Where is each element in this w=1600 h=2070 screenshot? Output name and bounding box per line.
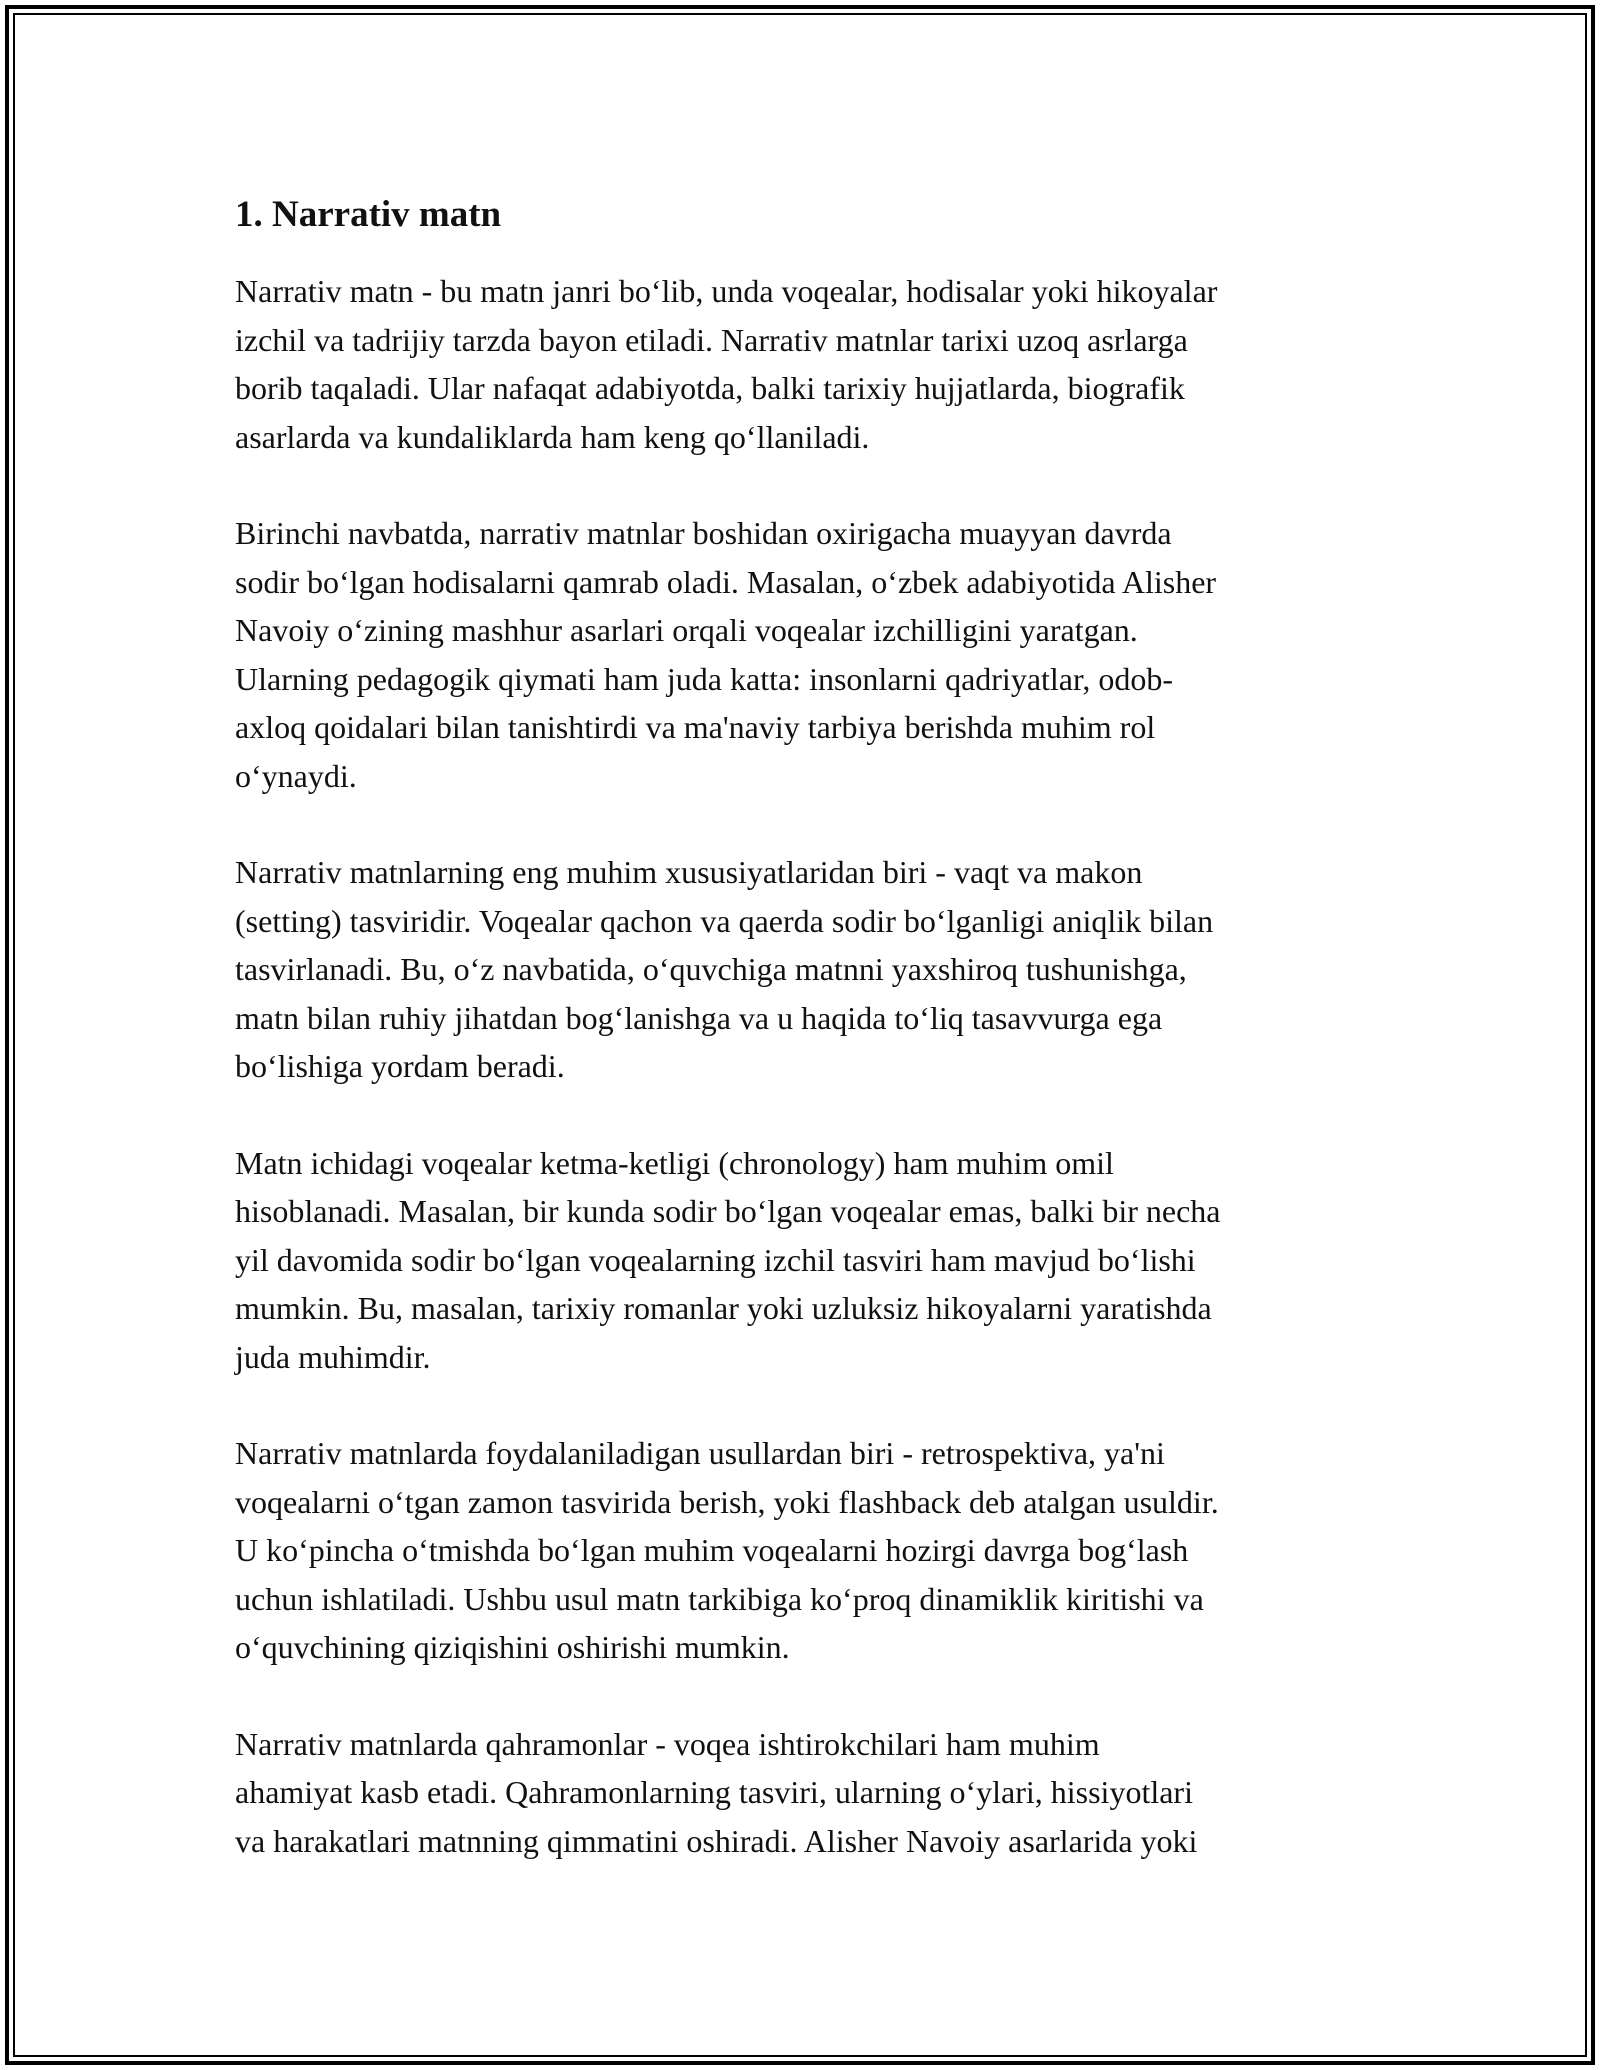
text-line: Matn ichidagi voqealar ketma-ketligi (chronology) ham muhim omil <box>235 1144 1114 1181</box>
text-line: borib taqaladi. Ular nafaqat adabiyotda, balki tarixiy hujjatlarda, biografik <box>235 370 1185 406</box>
text-line: izchil va tadrijiy tarzda bayon etiladi. Narrativ matnlar tarixi uzoq asrlarga <box>235 321 1188 358</box>
paragraph-3 <box>235 848 1395 1091</box>
text-line: yil davomida sodir bo‘lgan voqealarning izchil tasviri ham mavjud bo‘lishi <box>235 1241 1196 1278</box>
text-line: juda muhimdir. <box>235 1338 431 1375</box>
text-line: voqealarni o‘tgan zamon tasvirida berish, yoki flashback deb atalgan usuldir. <box>235 1483 1219 1520</box>
text-line: sodir bo‘lgan hodisalarni qamrab oladi. Masalan, o‘zbek adabiyotida Alisher <box>235 563 1217 600</box>
text-line: Navoiy o‘zining mashhur asarlari orqali voqealar izchilligini yaratgan. <box>235 612 1138 648</box>
text-line: (setting) tasviridir. Voqealar qachon va qaerda sodir bo‘lganligi aniqlik bilan <box>235 902 1214 939</box>
document-body <box>235 185 1395 1913</box>
text-line: tasvirlanadi. Bu, o‘z navbatida, o‘quvchiga matnni yaxshiroq tushunishga, <box>235 951 1187 987</box>
text-line: va harakatlari matnning qimmatini oshiradi. Alisher Navoiy asarlarida yoki <box>235 1822 1198 1859</box>
text-line: Birinchi navbatda, narrativ matnlar boshidan oxirigacha muayyan davrda <box>235 515 1172 551</box>
paragraph-1 <box>235 267 1395 461</box>
text-line: matn bilan ruhiy jihatdan bog‘lanishga va u haqida to‘liq tasavvurga ega <box>235 999 1163 1036</box>
text-line: bo‘lishiga yordam beradi. <box>235 1048 565 1084</box>
text-line: mumkin. Bu, masalan, tarixiy romanlar yoki uzluksiz hikoyalarni yaratishda <box>235 1290 1212 1326</box>
text-line: Narrativ matnlarda qahramonlar - voqea ishtirokchilari ham muhim <box>235 1725 1100 1762</box>
text-line: o‘ynaydi. <box>235 757 357 794</box>
text-line: U ko‘pincha o‘tmishda bo‘lgan muhim voqealarni hozirgi davrga bog‘lash <box>235 1532 1189 1568</box>
paragraph-4 <box>235 1139 1395 1382</box>
paragraph-2 <box>235 509 1395 800</box>
text-line: hisoblanadi. Masalan, bir kunda sodir bo‘lgan voqealar emas, balki bir necha <box>235 1193 1221 1229</box>
text-line: ahamiyat kasb etadi. Qahramonlarning tasviri, ularning o‘ylari, hissiyotlari <box>235 1774 1193 1810</box>
text-line: Narrativ matnlarning eng muhim xususiyatlaridan biri - vaqt va makon <box>235 854 1143 890</box>
paragraph-5 <box>235 1429 1395 1672</box>
text-line: Narrativ matn - bu matn janri bo‘lib, unda voqealar, hodisalar yoki hikoyalar <box>235 273 1218 309</box>
text-line: Ularning pedagogik qiymati ham juda katta: insonlarni qadriyatlar, odob- <box>235 660 1174 697</box>
section-heading: 1. Narrativ matn <box>235 194 502 235</box>
text-line: axloq qoidalari bilan tanishtirdi va ma'naviy tarbiya berishda muhim rol <box>235 709 1156 745</box>
text-line: o‘quvchining qiziqishini oshirishi mumkin. <box>235 1629 790 1665</box>
text-line: asarlarda va kundaliklarda ham keng qo‘llaniladi. <box>235 418 870 455</box>
text-line: Narrativ matnlarda foydalaniladigan usullardan biri - retrospektiva, ya'ni <box>235 1435 1165 1471</box>
text-line: uchun ishlatiladi. Ushbu usul matn tarkibiga ko‘proq dinamiklik kiritishi va <box>235 1580 1204 1617</box>
paragraph-6 <box>235 1720 1395 1866</box>
